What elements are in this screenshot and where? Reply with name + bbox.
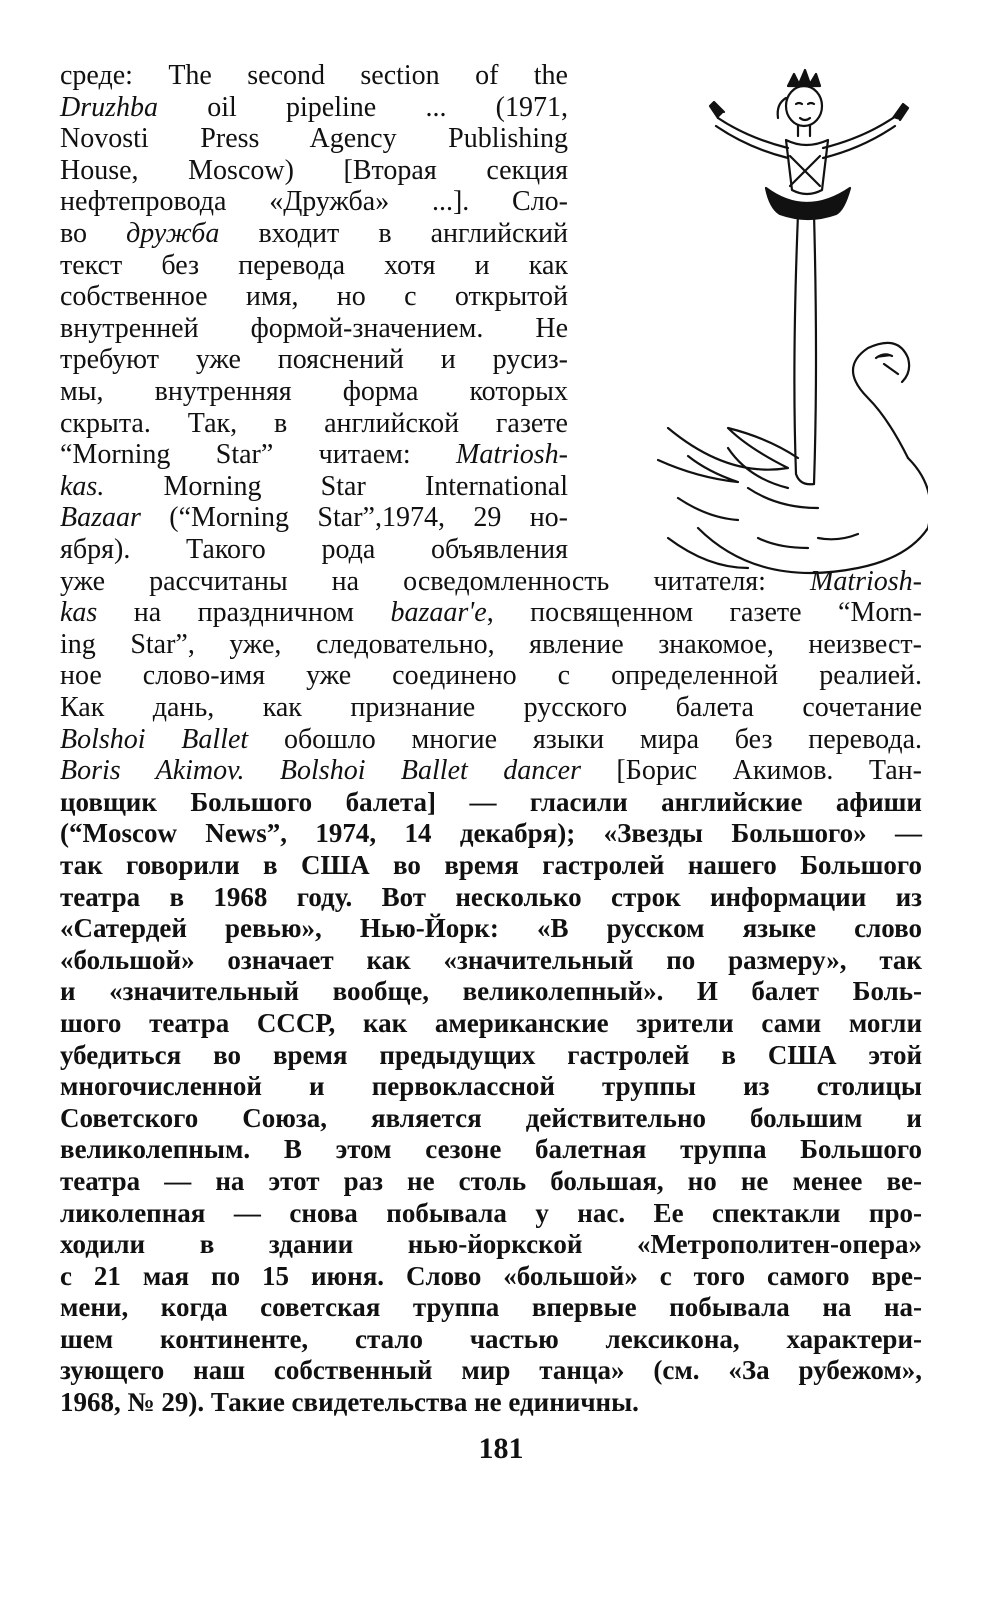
text-line (60, 692, 922, 724)
text-line: ходили в здании нью-йоркской «Метрополитен-опера» (60, 1229, 922, 1260)
text: (“Morning Star”,1974, 29 но- (140, 502, 568, 534)
text-line: «Сатердей ревью», Нью-Йорк: «В русском языке слово (60, 913, 922, 944)
text-line (60, 629, 922, 661)
italic-text: bazaar'e (390, 597, 487, 629)
ballerina-swan-illustration-icon (638, 68, 928, 588)
text-line (60, 534, 568, 566)
text: Morning Star International (104, 470, 568, 502)
text-line: шем континенте, стало частью лексикона, характери- (60, 1323, 922, 1354)
text-line: и «значительный вообще, великолепный». И балет Боль- (60, 976, 922, 1007)
text: мы, внутренняя форма которых (60, 375, 568, 407)
italic-text: Boris Akimov. Bolshoi Ballet dancer (60, 755, 581, 787)
text-line: так говорили в США во время гастролей нашего Большого (60, 849, 922, 880)
text-line: шого театра СССР, как американские зрители сами могли (60, 1007, 922, 1038)
text-line (60, 123, 568, 155)
italic-text: Bazaar (60, 502, 141, 534)
text-line: (“Moscow News”, 1974, 14 декабря); «Звезды Большого» — (60, 818, 922, 849)
text: собственное имя, но с открытой (60, 281, 568, 313)
text-line: Советского Союза, является действительно большим и (60, 1102, 922, 1133)
text: требуют уже пояснений и русиз- (60, 344, 568, 376)
text: [Борис Акимов. Тан- (580, 755, 922, 787)
italic-text: Matriosh- (810, 565, 922, 597)
page-number: 181 (478, 1432, 524, 1465)
text-line: цовщик Большого балета] — гласили английские афиши (60, 786, 922, 817)
italic-text: Matriosh- (456, 439, 568, 471)
text-line: театра — на этот раз не столь большая, но не менее ве- (60, 1165, 922, 1196)
text-line: с 21 мая по 15 июня. Слово «большой» с того самого вре- (60, 1260, 922, 1291)
text-line (60, 755, 922, 787)
text: текст без перевода хотя и как (60, 249, 568, 281)
text-line: «большой» означает как «значительный по размеру», так (60, 944, 922, 975)
text-line (60, 660, 922, 692)
book-page (60, 60, 924, 1540)
text-line (60, 92, 568, 124)
italic-text: kas. (60, 470, 105, 502)
text-line: театра в 1968 году. Вот несколько строк информации из (60, 881, 922, 912)
text-line (60, 313, 568, 345)
text-line (60, 281, 568, 313)
text: ing Star”, уже, следовательно, явление знакомое, неизвест- (60, 628, 922, 660)
text: обошло многие языки мира без перевода. (248, 723, 922, 755)
text: Как дань, как признание русского балета сочетание (60, 691, 922, 723)
text-line (60, 344, 568, 376)
text-line (60, 502, 568, 534)
wide-text-block (60, 566, 922, 787)
text: среде: The second section of the (60, 60, 568, 91)
text-line: мени, когда советская труппа впервые побывала на на- (60, 1292, 922, 1323)
text-line (60, 218, 568, 250)
text: во (60, 217, 127, 249)
text: “Morning Star” читаем: (60, 439, 456, 471)
text-line: многочисленной и первоклассной труппы из столицы (60, 1071, 922, 1102)
text-line (60, 597, 922, 629)
text: ября). Такого рода объявления (60, 533, 568, 565)
text: внутренней формой-значением. Не (60, 312, 568, 344)
text: на праздничном (97, 597, 391, 629)
text: уже рассчитаны на осведомленность читателя: (60, 565, 810, 597)
text-line (60, 724, 922, 756)
italic-text: Bolshoi Ballet (60, 723, 249, 755)
text-line (60, 60, 568, 92)
text-line: зующего наш собственный мир танца» (см. «За рубежом», (60, 1355, 922, 1386)
text-line (60, 439, 568, 471)
text: , посвященном газете “Morn- (486, 597, 922, 629)
bold-text-block (60, 787, 922, 1419)
text: Novosti Press Agency Publishing (60, 123, 568, 155)
text: ное слово-имя уже соединено с определенной реалией. (60, 660, 922, 692)
text: House, Moscow) [Вторая секция (60, 154, 568, 186)
text-line (60, 566, 922, 598)
text: нефтепровода «Дружба» ...]. Сло- (60, 186, 568, 218)
italic-text: дружба (126, 217, 220, 249)
text: скрыта. Так, в английской газете (60, 407, 568, 439)
text-line (60, 250, 568, 282)
text-line (60, 186, 568, 218)
text: входит в английский (219, 217, 569, 249)
text-line (60, 471, 568, 503)
text-line (60, 376, 568, 408)
text-line (60, 408, 568, 440)
italic-text: Druzhba (60, 91, 159, 123)
text-line: ликолепная — снова побывала у нас. Ее спектакли про- (60, 1197, 922, 1228)
text-line: великолепным. В этом сезоне балетная труппа Большого (60, 1134, 922, 1165)
text-line: 1968, № 29). Такие свидетельства не единичны. (60, 1387, 639, 1418)
text-line (60, 155, 568, 187)
text: oil pipeline ... (1971, (158, 91, 568, 123)
text-line: убедиться во время предыдущих гастролей в США этой (60, 1039, 922, 1070)
italic-text: kas (60, 597, 98, 629)
